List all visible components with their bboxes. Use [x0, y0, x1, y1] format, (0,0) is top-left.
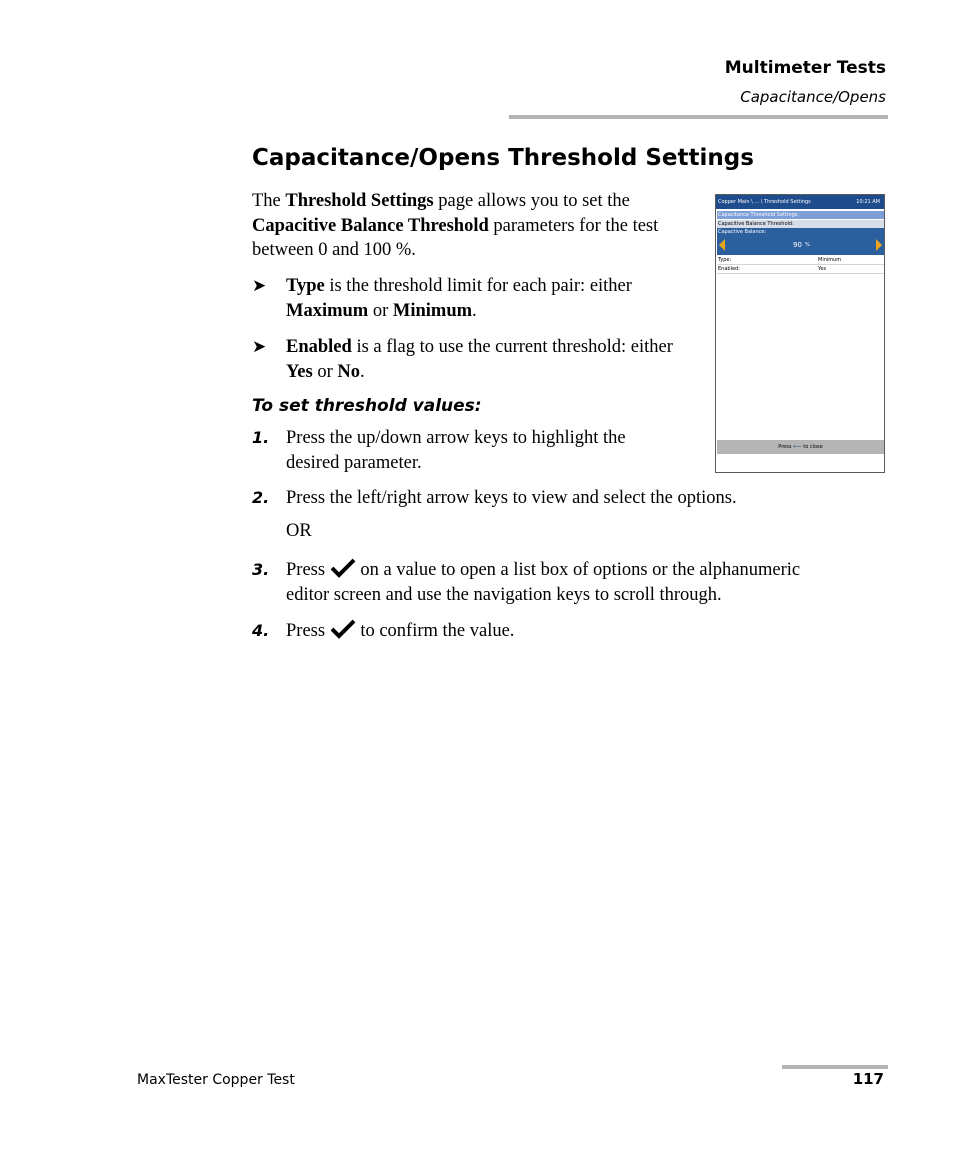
page-number: 117	[852, 1070, 884, 1088]
device-screenshot	[715, 194, 885, 473]
intro-paragraph: The Threshold Settings page allows you to set the Capacitive Balance Threshold parameters for the test between 0 and 100 %.	[252, 191, 659, 260]
checkmark-icon	[330, 619, 356, 639]
device-title-bar	[716, 195, 884, 209]
running-header-section: Capacitance/Opens	[740, 88, 886, 106]
arrow-bullet-icon: ➤	[252, 337, 267, 356]
footer-rule	[782, 1065, 888, 1069]
device-footer-bar: Press ⟵ to close	[717, 440, 884, 454]
checkmark-icon	[330, 558, 356, 578]
device-subsection-header: Capacitive Balance Threshold:	[717, 220, 884, 228]
left-arrow-icon	[719, 239, 725, 251]
arrow-bullet-icon: ➤	[252, 276, 267, 295]
device-field-enabled: Enabled: Yes	[717, 265, 884, 274]
device-field-type: Type: Minimum	[717, 256, 884, 265]
device-breadcrumb: Copper Main \ ... \ Threshold Settings	[718, 199, 811, 205]
right-arrow-icon	[876, 239, 882, 251]
footer-doc-title: MaxTester Copper Test	[137, 1072, 295, 1088]
header-rule	[509, 115, 888, 119]
procedure-title: To set threshold values:	[252, 396, 482, 416]
device-section-header: Capacitance Threshold Settings:	[717, 211, 884, 219]
device-selected-field: Capactive Balance: 90 %	[717, 228, 884, 255]
back-arrow-icon: ⟵	[793, 443, 802, 450]
page-title: Capacitance/Opens Threshold Settings	[252, 145, 754, 171]
running-header-chapter: Multimeter Tests	[724, 58, 886, 78]
or-text: OR	[286, 521, 312, 541]
device-time: 10:21 AM	[856, 199, 880, 205]
